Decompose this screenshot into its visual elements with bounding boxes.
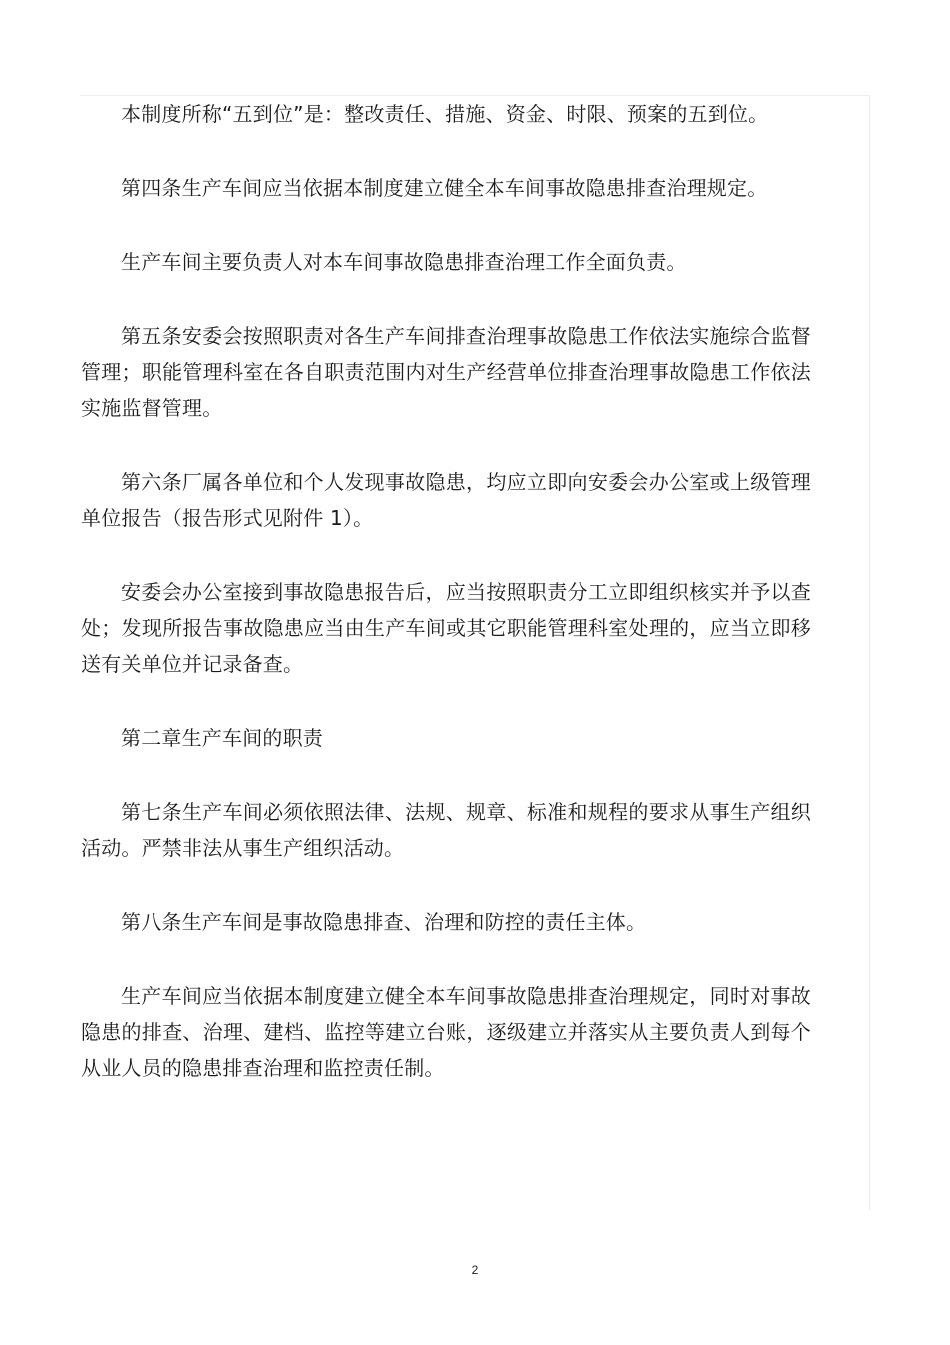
paragraph-office-handling: 安委会办公室接到事故隐患报告后，应当按照职责分工立即组织核实并予以查处；发现所报告事故隐患应当由生产车间或其它职能管理科室处理的，应当立即移送有关单位并记录备查。 bbox=[81, 580, 811, 676]
paragraph-workshop-head-responsibility: 生产车间主要负责人对本车间事故隐患排查治理工作全面负责。 bbox=[121, 250, 687, 274]
page-number: 2 bbox=[471, 1263, 479, 1277]
paragraph-article-4: 第四条生产车间应当依据本制度建立健全本车间事故隐患排查治理规定。 bbox=[121, 176, 768, 200]
document-body bbox=[81, 96, 811, 1124]
paragraph-workshop-ledger: 生产车间应当依据本制度建立健全本车间事故隐患排查治理规定，同时对事故隐患的排查、治理、建档、监控等建立台账，逐级建立并落实从主要负责人到每个从业人员的隐患排查治理和监控责任制。 bbox=[81, 984, 811, 1080]
chapter-2-heading: 第二章生产车间的职责 bbox=[121, 726, 323, 750]
paragraph-article-5: 第五条安委会按照职责对各生产车间排查治理事故隐患工作依法实施综合监督管理；职能管理科室在各自职责范围内对生产经营单位排查治理事故隐患工作依法实施监督管理。 bbox=[81, 324, 811, 420]
paragraph-article-6: 第六条厂属各单位和个人发现事故隐患，均应立即向安委会办公室或上级管理单位报告（报告形式见附件 1）。 bbox=[81, 470, 811, 530]
paragraph-five-in-place: 本制度所称“五到位”是：整改责任、措施、资金、时限、预案的五到位。 bbox=[121, 102, 769, 126]
paragraph-article-8: 第八条生产车间是事故隐患排查、治理和防控的责任主体。 bbox=[121, 910, 647, 934]
paragraph-article-7: 第七条生产车间必须依照法律、法规、规章、标准和规程的要求从事生产组织活动。严禁非法从事生产组织活动。 bbox=[81, 800, 811, 860]
